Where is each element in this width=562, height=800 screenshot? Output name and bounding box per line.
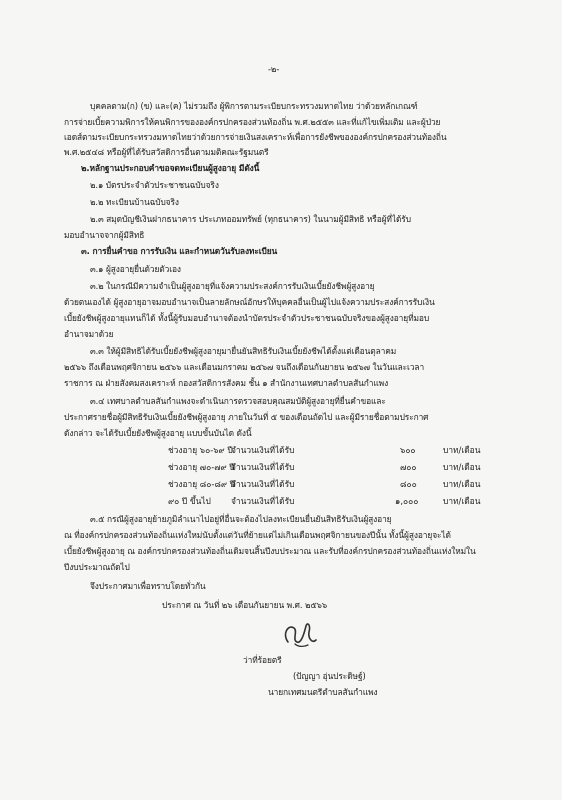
age-range: ช่วงอายุ ๘๐-๘๙ ปี: [168, 479, 235, 489]
item-3-3-line-2: ๒๕๖๖ ถึงเดือนพฤศจิกายน ๒๕๖๖ และเดือนมกราคม ๒๕๖๗ จนถึงเดือนกันยายน ๒๕๖๗ ในวันและเวลา: [64, 362, 425, 372]
amount-value: ๑,๐๐๐: [395, 496, 419, 506]
amount-unit: บาท/เดือน: [443, 462, 481, 472]
para-1-line-1: บุคคลตาม(ก) (ข) และ(ค) ไม่รวมถึง ผู้พิการตามระเบียบกระทรวงมหาดไทย ว่าด้วยหลักเกณฑ์: [90, 101, 418, 111]
section-2-heading: ๒.หลักฐานประกอบคำขอจดทะเบียนผู้สูงอายุ มีดังนี้: [81, 163, 260, 173]
amount-label: จำนวนเงินที่ได้รับ: [231, 462, 295, 472]
item-3-2-line-1: ๓.๒ ในกรณีมีความจำเป็นผู้สูงอายุที่แจ้งความประสงค์การรับเงินเบี้ยยังชีพผู้สูงอายุ: [90, 281, 375, 291]
amount-unit: บาท/เดือน: [443, 445, 481, 455]
item-3-5-line-2: ณ ที่องค์กรปกครองส่วนท้องถิ่นแห่งใหม่นับตั้งแต่วันที่ย้ายแต่ไม่เกินเดือนพฤศจิกายนของปีนั้น ทั้งนี้ผู้สูงอายุจะได้: [64, 530, 451, 540]
signatory-name: (ปัญญา อุ่นประดิษฐ์): [293, 671, 366, 681]
signature-icon: [278, 620, 326, 650]
item-3-4-line-2: ประกาศรายชื่อผู้มีสิทธิรับเงินเบี้ยยังชีพผู้สูงอายุ ภายในวันที่ ๕ ของเดือนถัดไป และผู้มีรายชื่อตามประกาศ: [64, 412, 429, 422]
amount-label: จำนวนเงินที่ได้รับ: [231, 445, 295, 455]
age-range: ช่วงอายุ ๖๐-๖๙ ปี: [168, 445, 233, 455]
age-range: ช่วงอายุ ๗๐-๗๙ ปี: [168, 462, 235, 472]
item-3-2-line-3: เบี้ยยังชีพผู้สูงอายุแทนก็ได้ ทั้งนี้ผู้รับมอบอำนาจต้องนำบัตรประจำตัวประชาชนฉบับจริงของผู้สูงอายุที่มอบ: [64, 313, 430, 323]
section-2-item-3-line-1: ๒.๓ สมุดบัญชีเงินฝากธนาคาร ประเภทออมทรัพย์ (ทุกธนาคาร) ในนามผู้มีสิทธิ หรือผู้ที่ได้รับ: [90, 214, 411, 224]
announcement-date: ประกาศ ณ วันที่ ๒๖ เดือนกันยายน พ.ศ. ๒๕๖๖: [162, 600, 328, 610]
acting-rank-label: ว่าที่ร้อยตรี: [243, 655, 282, 665]
section-2-item-3-line-2: มอบอำนาจจากผู้มีสิทธิ: [64, 230, 145, 240]
item-3-5-line-3: เบี้ยยังชีพผู้สูงอายุ ณ องค์กรปกครองส่วนท้องถิ่นเดิมจนสิ้นปีงบประมาณ และรับที่องค์กรปกครองส่วนท้องถิ่นแห่งใหม่ใน: [64, 546, 476, 556]
item-3-2-line-4: อำนาจมาด้วย: [64, 329, 114, 339]
amount-label: จำนวนเงินที่ได้รับ: [231, 479, 295, 489]
amount-value: ๗๐๐: [400, 462, 417, 472]
amount-unit: บาท/เดือน: [443, 496, 481, 506]
item-3-1: ๓.๑ ผู้สูงอายุยื่นด้วยตัวเอง: [90, 264, 181, 274]
para-1-line-2: การจ่ายเบี้ยความพิการให้คนพิการขององค์กรปกครองส่วนท้องถิ่น พ.ศ.๒๕๕๓ และที่แก้ไขเพิ่มเติม และผู้ป่วย: [64, 117, 441, 127]
item-3-5-line-4: ปีงบประมาณถัดไป: [64, 562, 130, 572]
para-1-line-4: พ.ศ.๒๕๔๘ หรือผู้ที่ได้รับสวัสดิการอื่นตามมติคณะรัฐมนตรี: [64, 147, 269, 157]
amount-label: จำนวนเงินที่ได้รับ: [231, 496, 295, 506]
closing-line: จึงประกาศมาเพื่อทราบโดยทั่วกัน: [90, 581, 206, 591]
amount-value: ๘๐๐: [400, 479, 417, 489]
item-3-3-line-3: ราชการ ณ ฝ่ายสังคมสงเคราะห์ กองสวัสดิการสังคม ชั้น ๑ สำนักงานเทศบาลตำบลสันกำแพง: [64, 378, 389, 388]
section-2-item-2: ๒.๒ ทะเบียนบ้านฉบับจริง: [90, 197, 179, 207]
item-3-2-line-2: ด้วยตนเองได้ ผู้สูงอายุอาจมอบอำนาจเป็นลายลักษณ์อักษรให้บุคคลอื่นเป็นผู้ไปแจ้งความประสงค์การรับเงิน: [64, 297, 435, 307]
item-3-3-line-1: ๓.๓ ให้ผู้มีสิทธิได้รับเบี้ยยังชีพผู้สูงอายุมายื่นยันสิทธิรับเงินเบี้ยยังชีพได้ตั้งแต่เดือนตุลาคม: [90, 346, 397, 356]
page-number: -๒-: [268, 64, 280, 74]
item-3-4-line-3: ดังกล่าว จะได้รับเบี้ยยังชีพผู้สูงอายุ แบบขั้นบันได ดังนี้: [64, 428, 252, 438]
item-3-5-line-1: ๓.๕ กรณีผู้สูงอายุย้ายภูมิลำเนาไปอยู่ที่อื่นจะต้องไปลงทะเบียนยื่นยันสิทธิรับเงินผู้สูงอายุ: [90, 514, 392, 524]
age-range: ๙๐ ปี ขึ้นไป: [168, 496, 211, 506]
section-2-item-1: ๒.๑ บัตรประจำตัวประชาชนฉบับจริง: [90, 180, 219, 190]
section-3-heading: ๓. การยื่นคำขอ การรับเงิน และกำหนดวันรับลงทะเบียน: [81, 246, 278, 256]
amount-unit: บาท/เดือน: [443, 479, 481, 489]
para-1-line-3: เอดส์ตามระเบียบกระทรวงมหาดไทยว่าด้วยการจ่ายเงินสงเคราะห์เพื่อการยังชีพขององค์กรปกครองส่วนท้องถิ่น: [64, 132, 447, 142]
signatory-title: นายกเทศมนตรีตำบลสันกำแพง: [268, 687, 378, 697]
item-3-4-line-1: ๓.๔ เทศบาลตำบลสันกำแพงจะดำเนินการตรวจสอบคุณสมบัติผู้สูงอายุที่ยื่นคำขอและ: [90, 396, 386, 406]
amount-value: ๖๐๐: [400, 445, 416, 455]
